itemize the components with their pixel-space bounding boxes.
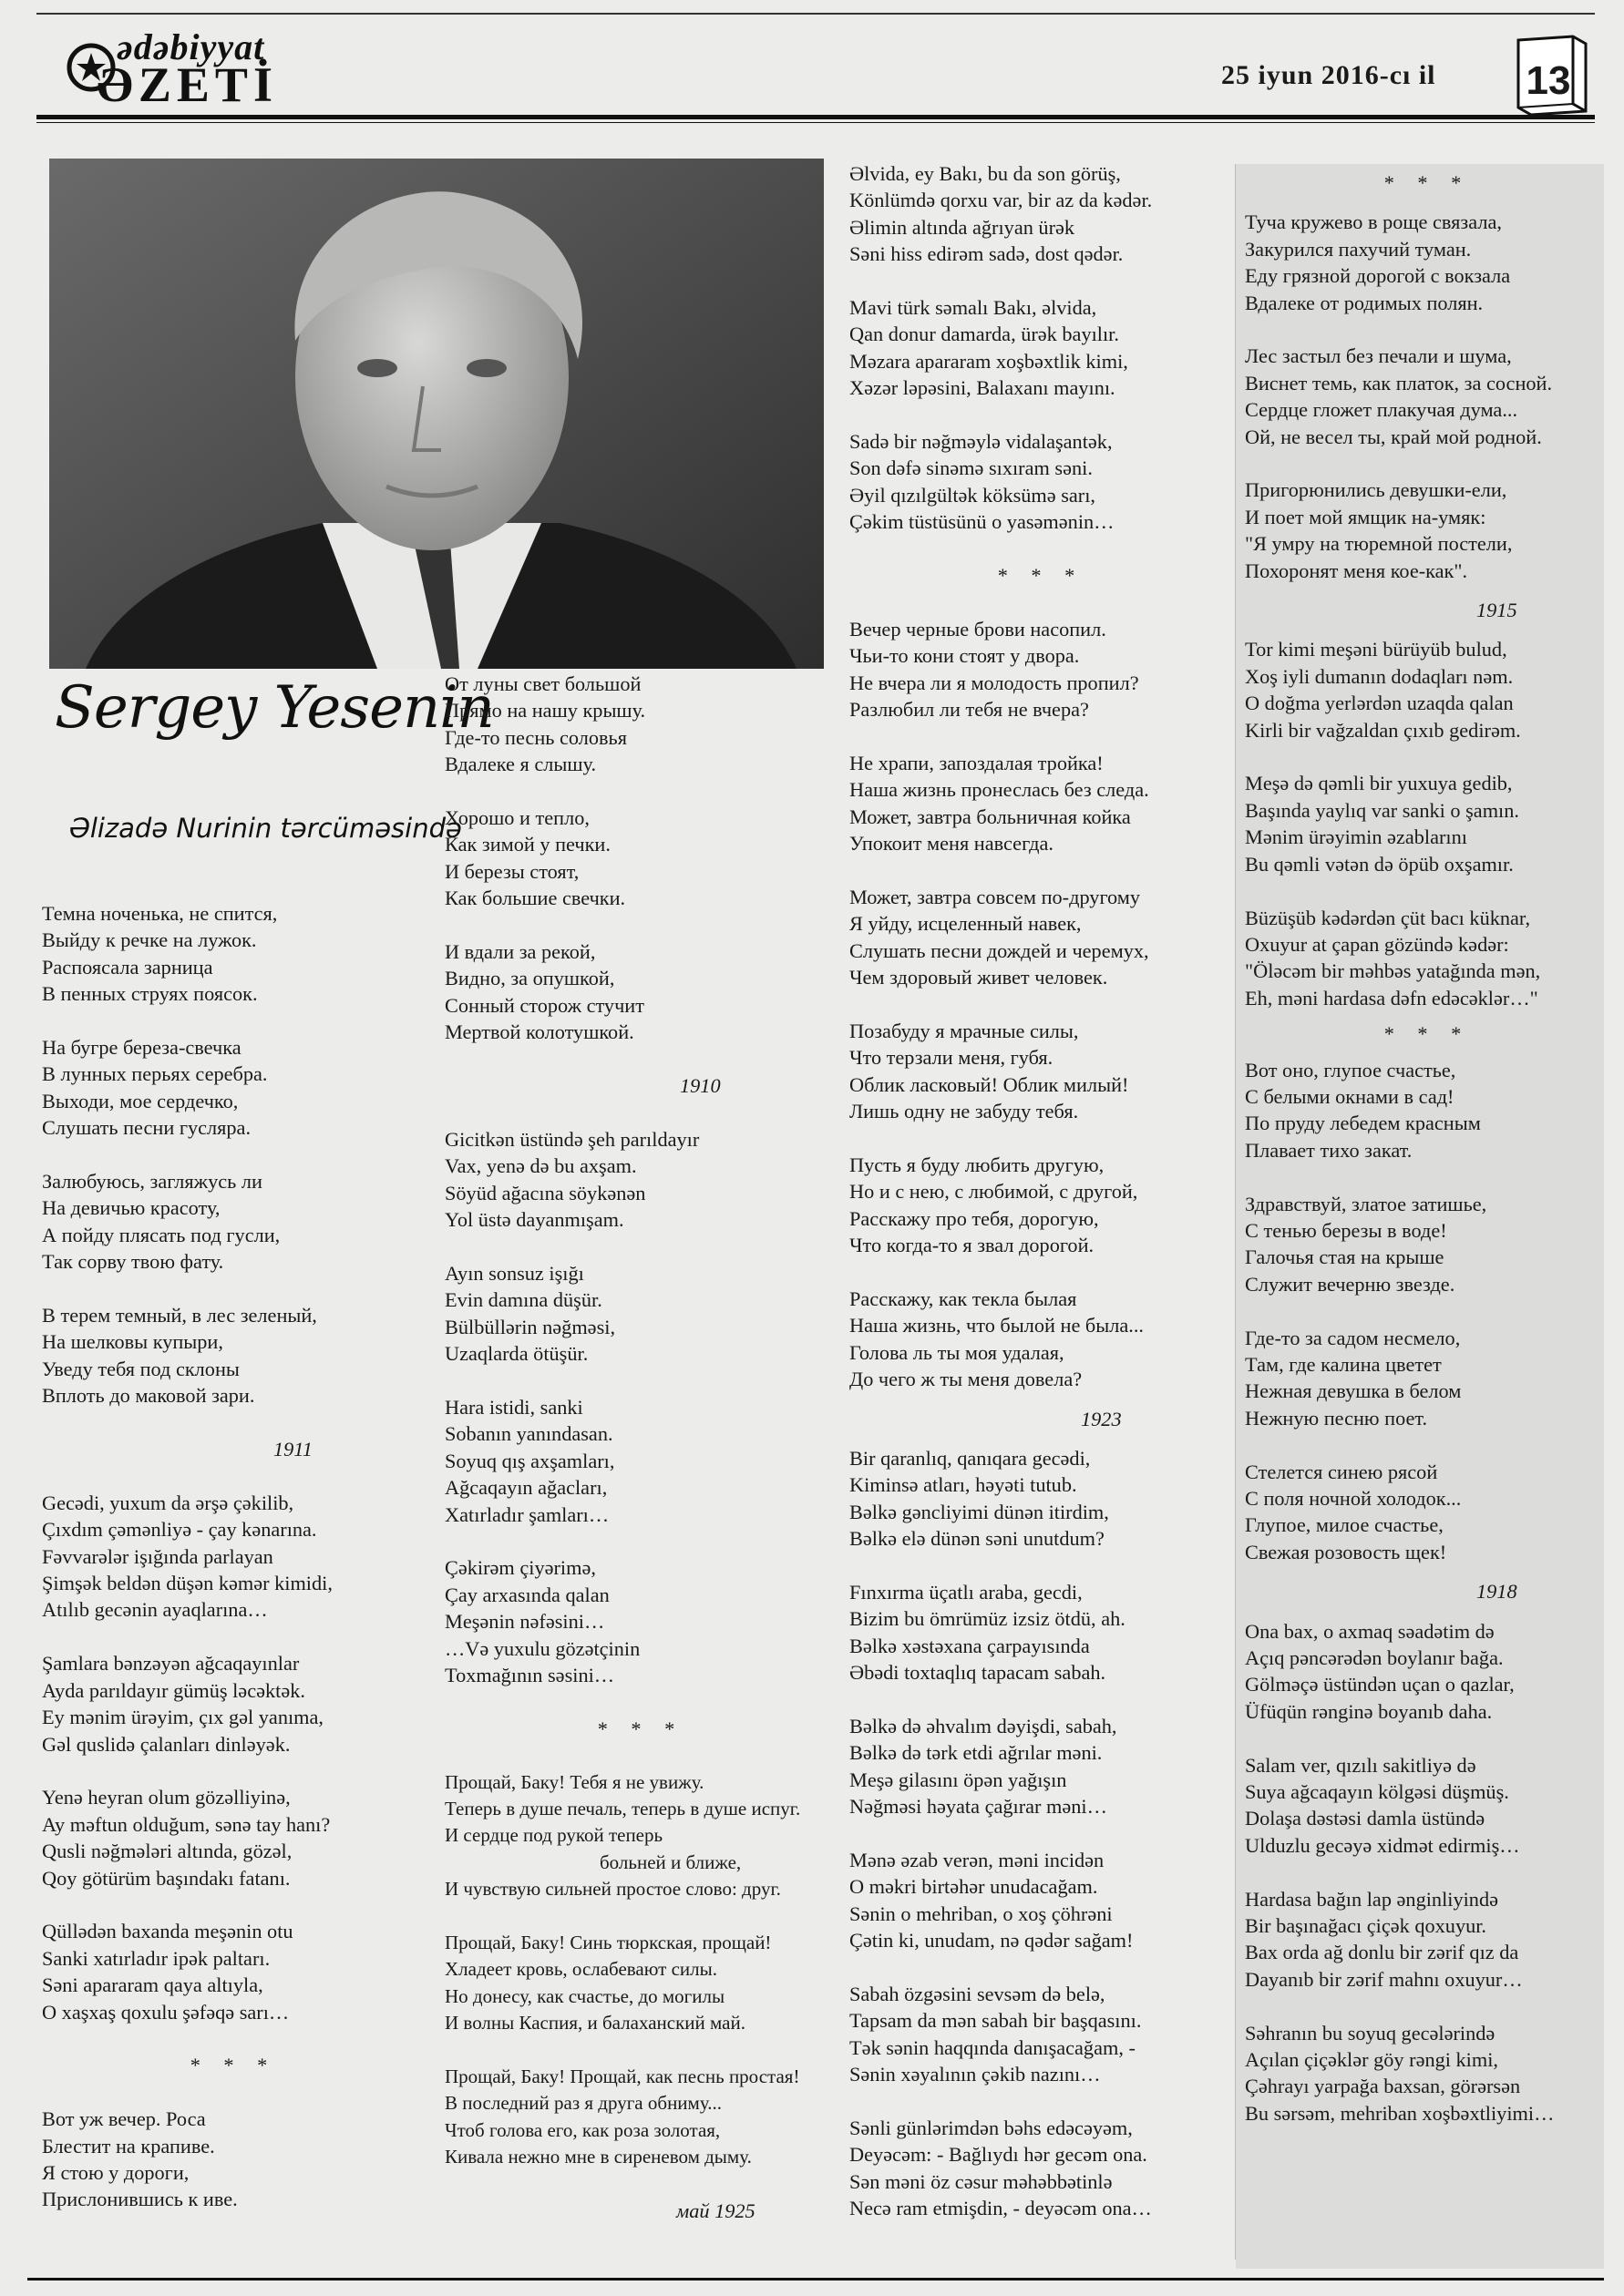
poem-year: 1911 <box>273 1438 313 1461</box>
stanza: От луны свет большой Прямо на нашу крышу. Где-то песнь соловья Вдалеке я слышу. <box>445 672 646 776</box>
stanza: Позабуду я мрачные силы, Что терзали меня, губя. Облик ласковый! Облик милый! Лишь одну не забуду тебя. <box>849 1019 1129 1123</box>
stanza: Sabah özgəsini sevsəm də belə, Tapsam da mən sabah bir başqasını. Tək sənin haqqında danışacağam, - Sənin xəyalının çəkib nazını… <box>849 1983 1142 2086</box>
stanza: Туча кружево в роще связала, Закурился пахучий туман. Еду грязной дорогой с вокзала Вдалеке от родимых полян. <box>1245 210 1511 314</box>
poem-year: 1915 <box>1476 599 1517 622</box>
stanza: Пригорюнились девушки-ели, И поет мой ямщик на-умяк: "Я умру на тюремной постели, Похоронят меня кое-как". <box>1245 478 1513 582</box>
masthead-rule <box>36 115 1595 119</box>
stanza: Прощай, Баку! Тебя я не увижу. Теперь в душе печаль, теперь в душе испуг. И сердце под рукой теперь <box>445 1770 801 1847</box>
section-separator: * * * <box>597 1717 684 1740</box>
stanza: Əlvida, ey Bakı, bu da son görüş, Könlümdə qorxu var, bir az da kədər. Əlimin altında ağrıyan ürək Səni hiss edirəm sadə, dost qədər. <box>849 162 1153 266</box>
stanza: Ona bax, o axmaq səadətim də Açıq pəncərədən boylanır bağa. Gölməçə üstündən uçan o qazlar, Üfüqün rənginə boyanıb daha. <box>1245 1619 1515 1723</box>
author-portrait <box>49 159 824 669</box>
stanza: Вечер черные брови насопил. Чьи-то кони стоят у двора. Не вчера ли я молодость пропил? Разлюбил ли тебя не вчера? <box>849 617 1139 722</box>
page-number-badge <box>1513 31 1591 117</box>
stanza: Hardasa bağın lap ənginliyində Bir başınağacı çiçək qoxuyur. Bax orda ağ donlu bir zərif qız da Dayanıb bir zərif mahnı oxuyur… <box>1245 1887 1523 1991</box>
section-separator: * * * <box>1383 171 1471 194</box>
stanza: Темна ноченька, не спится, Выйду к речке на лужок. Распоясала зарница В пенных струях поясок. <box>42 902 278 1006</box>
stanza: Вот оно, глупое счастье, С белыми окнами в сад! По пруду лебедем красным Плавает тихо закат. <box>1245 1058 1481 1162</box>
stanza: Hara istidi, sanki Sobanın yanındasan. Soyuq qış axşamları, Ağcaqayın ağacları, Xatırladır şamları… <box>445 1395 615 1526</box>
stanza: Расскажу, как текла былая Наша жизнь, что былой не была... Голова ль ты моя удалая, До чего ж ты меня довела? <box>849 1286 1144 1391</box>
column-divider <box>1235 164 1236 2260</box>
stanza: Gicitkən üstündə şeh parıldayır Vax, yenə də bu axşam. Söyüd ağacına söykənən Yol üstə dayanmışam. <box>445 1127 700 1232</box>
stanza: Mənə əzab verən, məni incidən O məkri birtəhər unudacağam. Sənin o mehriban, o xoş çöhrəni Çətin ki, unudam, nə qədər sağam! <box>849 1849 1134 1953</box>
masthead-rule-thin <box>36 122 1595 123</box>
column-3 <box>849 160 1232 2249</box>
stanza: Şamlara bənzəyən ağcaqayınlar Ayda parıldayır gümüş ləcəktək. Ey mənim ürəyim, çıx gəl yanıma, Gəl quslidə çalanları dinləyək. <box>42 1652 324 1756</box>
stanza: Sənli günlərimdən bəhs edəcəyəm, Deyəcəm: - Bağlıydı hər gecəm ona. Sən məni öz cəsur məhəbbətinlə Necə ram etmişdin, - deyəcəm ona… <box>849 2117 1152 2220</box>
stanza: Gecədi, yuxum da ərşə çəkilib, Çıxdım çəmənliyə - çay kənarına. Fəvvarələr işığında parlayan Şimşək beldən düşən kəmər kimidi, Atılıb gecənin ayaqlarına… <box>42 1491 333 1622</box>
poem-date: май 1925 <box>676 2199 755 2222</box>
stanza: Прощай, Баку! Прощай, как песнь простая! В последний раз я друга обниму... Чтоб голова его, как роза золотая, Кивала нежно мне в сиреневом дыму. <box>445 2065 800 2168</box>
column-2 <box>445 671 837 2251</box>
indented-line: больней и ближе, <box>600 1850 742 1873</box>
top-rule <box>36 13 1595 15</box>
column-1 <box>42 900 425 2240</box>
column-4 <box>1245 169 1609 2154</box>
translator-credit: Əlizadə Nurinin tərcüməsində <box>69 813 462 844</box>
stanza: Где-то за садом несмело, Там, где калина цветет Нежная девушка в белом Нежную песню поет. <box>1245 1326 1462 1430</box>
stanza: Пусть я буду любить другую, Но и с нею, с любимой, с другой, Расскажу про тебя, дорогую, Что когда-то я звал дорогой. <box>849 1153 1138 1257</box>
poem-year: 1923 <box>1081 1407 1122 1430</box>
page-number: 13 <box>1526 58 1571 103</box>
stanza: Прощай, Баку! Синь тюркская, прощай! Хладеет кровь, ослабевают силы. Но донесу, как счастье, до могилы И волны Каспия, и балаханский май. <box>445 1931 772 2035</box>
stanza: Не храпи, запоздалая тройка! Наша жизнь пронеслась без следа. Может, завтра больничная койка Упокоит меня навсегда. <box>849 751 1149 856</box>
portrait-image <box>49 159 824 669</box>
issue-date: 25 iyun 2016-cı il <box>1221 60 1436 90</box>
stanza: Хорошо и тепло, Как зимой у печки. И березы стоят, Как большие свечки. <box>445 806 626 910</box>
stanza: Здравствуй, златое затишье, С тенью березы в воде! Галочья стая на крыше Служит вечерню звезде. <box>1245 1192 1487 1296</box>
stanza-line: И чувствую сильней простое слово: друг. <box>445 1878 781 1901</box>
stanza: Qüllədən baxanda meşənin otu Sanki xatırladır ipək paltarı. Səni apararam qaya altıyla, O xaşxaş qoxulu şəfəqə sarı… <box>42 1920 293 2024</box>
poem-year: 1918 <box>1476 1580 1517 1604</box>
stanza: Может, завтра совсем по-другому Я уйду, исцеленный навек, Слушать песни дождей и черемух, Чем здоровый живет человек. <box>849 885 1149 989</box>
section-separator: * * * <box>997 564 1084 588</box>
stanza: Fınxırma üçatlı araba, gecdi, Bizim bu ömrümüz izsiz ötdü, ah. Bəlkə xəstəxana çarpayısında Əbədi toxtaqlıq tapacam sabah. <box>849 1580 1125 1685</box>
stanza: Tor kimi meşəni bürüyüb bulud, Xoş iyli dumanın dodaqları nəm. O doğma yerlərdən uzaqda qalan Kirli bir vağzaldan çıxıb gedirəm. <box>1245 638 1521 742</box>
stanza: На бугре береза-свечка В лунных перьях серебра. Выходи, мое сердечко, Слушать песни гусляра. <box>42 1036 268 1140</box>
stanza: Çəkirəm çiyərimə, Çay arxasında qalan Meşənin nəfəsini… …Və yuxulu gözətçinin Toxmağının səsini… <box>445 1556 641 1686</box>
stanza: Bəlkə də əhvalım dəyişdi, sabah, Bəlkə də tərk etdi ağrılar məni. Meşə gilasını öpən yağışın Nəğməsi həyata çağırar məni… <box>849 1714 1117 1819</box>
stanza: Büzüşüb kədərdən çüt bacı küknar, Oxuyur at çapan gözündə kədər: "Öləcəm bir məhbəs yatağında mən, Eh, məni hardasa dəfn edəcəklər…" <box>1245 906 1541 1010</box>
stanza: Mavi türk səmalı Bakı, əlvida, Qan donur damarda, ürək bayılır. Məzara apararam xoşbəxtlik kimi, Xəzər ləpəsini, Balaxanı mayını. <box>849 296 1128 400</box>
newspaper-logo <box>64 26 337 112</box>
stanza: Meşə də qəmli bir yuxuya gedib, Başında yaylıq var sanki o şamın. Mənim ürəyimin əzablarını Bu qəmli vətən də öpüb oxşamır. <box>1245 772 1519 876</box>
stanza: Лес застыл без печали и шума, Виснет темь, как платок, за сосной. Сердце гложет плакучая дума... Ой, не весел ты, край мой родной. <box>1245 344 1553 448</box>
stanza: Səhranın bu soyuq gecələrində Açılan çiçəklər göy rəngi kimi, Çəhrayı yarpağa baxsan, görərsən Bu sərsəm, mehriban xoşbəxtliyimi… <box>1245 2021 1555 2125</box>
stanza: Ayın sonsuz işığı Evin damına düşür. Bülbüllərin nəğməsi, Uzaqlarda ötüşür. <box>445 1261 616 1366</box>
logo-text-top: ədəbiyyat <box>117 26 265 67</box>
stanza: Sadə bir nəğməylə vidalaşantək, Son dəfə sinəmə sıxıram səni. Əyil qızılgültək köksümə sarı, Çəkim tüstüsünü o yasəmənin… <box>849 430 1115 534</box>
stanza: Bir qaranlıq, qanıqara gecədi, Kiminsə atları, həyəti tutub. Bəlkə gəncliyimi dünən itirdim, Bəlkə elə dünən səni unutdum? <box>849 1446 1109 1551</box>
author-name: Sergey Yesenin <box>55 674 494 742</box>
stanza: И вдали за рекой, Видно, за опушкой, Сонный сторож стучит Мертвой колотушкой. <box>445 940 644 1044</box>
poem-year: 1910 <box>680 1074 721 1098</box>
stanza: Стелется синею рясой С поля ночной холодок... Глупое, милое счастье, Свежая розовость щек! <box>1245 1460 1462 1563</box>
section-separator: * * * <box>1383 1022 1471 1046</box>
stanza: Вот уж вечер. Роса Блестит на крапиве. Я стою у дороги, Прислонившись к иве. <box>42 2107 238 2211</box>
stanza: В терем темный, в лес зеленый, На шелковы купыри, Уведу тебя под склоны Вплоть до маковой зари. <box>42 1304 317 1408</box>
stanza: Залюбуюсь, загляжусь ли На девичью красоту, А пойду плясать под гусли, Так сорву твою фату. <box>42 1170 281 1274</box>
stanza: Salam ver, qızılı sakitliyə də Suya ağcaqayın kölgəsi düşmüş. Dolaşa dəstəsi damla üstündə Ulduzlu gecəyə xidmət edirmiş… <box>1245 1753 1520 1857</box>
logo-text-bottom: ƏZETİ <box>97 57 278 112</box>
section-separator: * * * <box>190 2054 277 2077</box>
bottom-rule <box>27 2278 1604 2281</box>
stanza: Yenə heyran olum gözəlliyinə, Ay məftun olduğum, sənə tay hanı? Qusli nəğmələri altında, gözəl, Qoy götürüm başındakı fatanı. <box>42 1786 331 1890</box>
